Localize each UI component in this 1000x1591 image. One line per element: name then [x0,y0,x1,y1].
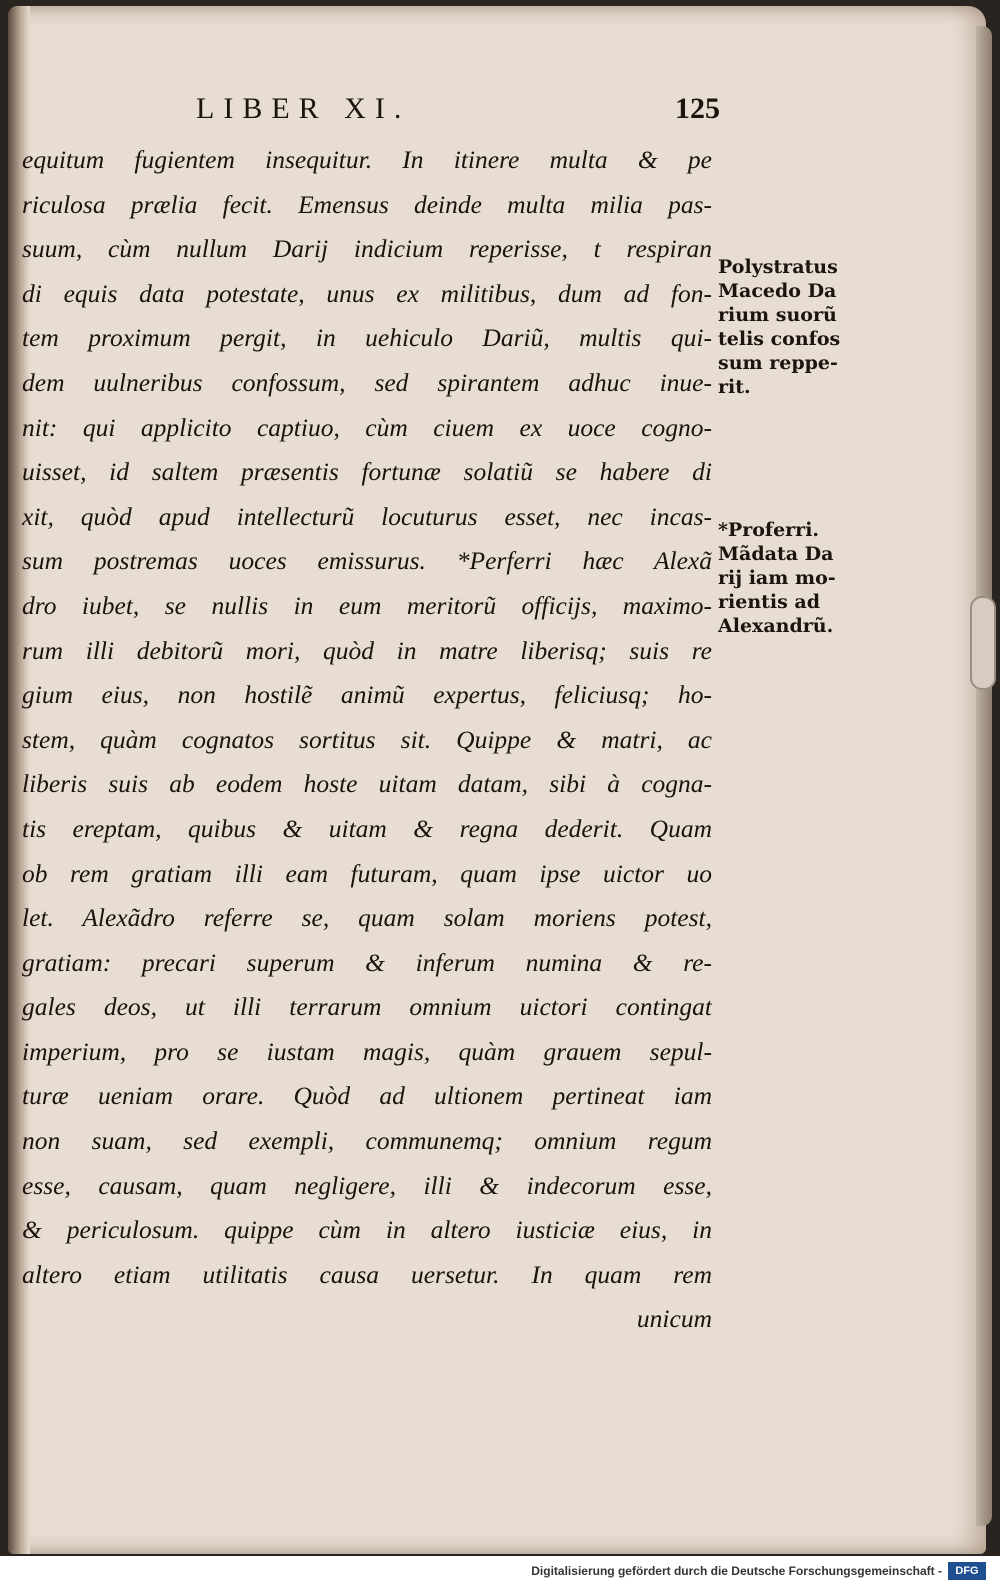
text-line: rum illi debitorũ mori, quòd in matre liberisq; suis re [22,635,712,665]
funding-credit: Digitalisierung gefördert durch die Deutsche Forschungsgemeinschaft - [531,1564,942,1578]
paper-clip [970,596,996,690]
margin-note-line: sum reppe- [718,352,838,374]
margin-note-mandata [718,518,874,638]
footer-bar [0,1556,1000,1591]
text-line: equitum fugientem insequitur. In itinere multa & pe [22,145,712,174]
text-line: di equis data potestate, unus ex militibus, dum ad fon- [22,278,712,308]
margin-note-line: rium suorũ [718,304,837,326]
body-text [22,138,712,1342]
text-line: uisset, id saltem præsentis fortunæ solatiũ se habere di [22,457,712,487]
catchword: unicum [636,1304,712,1334]
text-line: gales deos, ut illi terrarum omnium uictori contingat [22,992,712,1022]
running-head: LIBER XI. [196,92,411,125]
margin-note-line: rit. [718,376,751,398]
page-number: 125 [675,92,720,125]
text-line: gratiam: precari superum & inferum numina & re- [22,947,712,977]
text-line: dem uulneribus confossum, sed spirantem adhuc inue- [22,367,712,397]
page-edge [976,26,992,1526]
page-header [160,92,720,136]
text-line: nit: qui applicito captiuo, cùm ciuem ex uoce cogno- [22,412,712,442]
text-line: esse, causam, quam negligere, illi & indecorum esse, [22,1170,712,1200]
text-line: riculosa prælia fecit. Emensus deinde multa milia pas- [22,189,712,219]
text-line: tem proximum pergit, in uehiculo Dariũ, multis qui- [22,323,712,353]
margin-note-line: Polystratus [718,256,838,278]
text-line: xit, quòd apud intellecturũ locuturus esset, nec incas- [22,501,712,531]
text-line: ob rem gratiam illi eam futuram, quam ipse uictor uo [22,858,712,888]
margin-note-line: Macedo Da [718,280,837,302]
margin-note-line: *Proferri. [718,519,820,541]
text-line: let. Alexãdro referre se, quam solam moriens potest, [22,903,712,933]
text-line: & periculosum. quippe cùm in altero iusticiæ eius, in [22,1215,712,1245]
margin-note-line: telis confos [718,328,841,350]
text-line: altero etiam utilitatis causa uersetur. In quam rem [22,1259,712,1289]
text-line: dro iubet, se nullis in eum meritorũ officijs, maximo- [22,590,712,620]
text-line: turæ ueniam orare. Quòd ad ultionem pertineat iam [22,1081,712,1111]
text-line: non suam, sed exempli, communemq; omnium regum [22,1126,712,1156]
text-line: gium eius, non hostilẽ animũ expertus, feliciusq; ho- [22,680,712,710]
margin-note-line: Alexandrũ. [718,615,834,637]
text-line: liberis suis ab eodem hoste uitam datam, sibi à cogna- [22,769,712,799]
margin-note-line: rientis ad [718,591,821,613]
margin-note-line: Mãdata Da [718,543,834,565]
dfg-logo[interactable]: DFG [948,1562,986,1580]
margin-note-line: rij iam mo- [718,567,836,589]
text-line: sum postremas uoces emissurus. *Perferri hæc Alexã [22,546,712,576]
text-line: tis ereptam, quibus & uitam & regna dederit. Quam [22,813,712,843]
margin-note-polystratus [718,255,874,399]
text-line: stem, quàm cognatos sortitus sit. Quippe & matri, ac [22,724,712,754]
text-line: suum, cùm nullum Darij indicium reperisse, t respiran [22,234,712,264]
text-line: imperium, pro se iustam magis, quàm grauem sepul- [22,1036,712,1066]
